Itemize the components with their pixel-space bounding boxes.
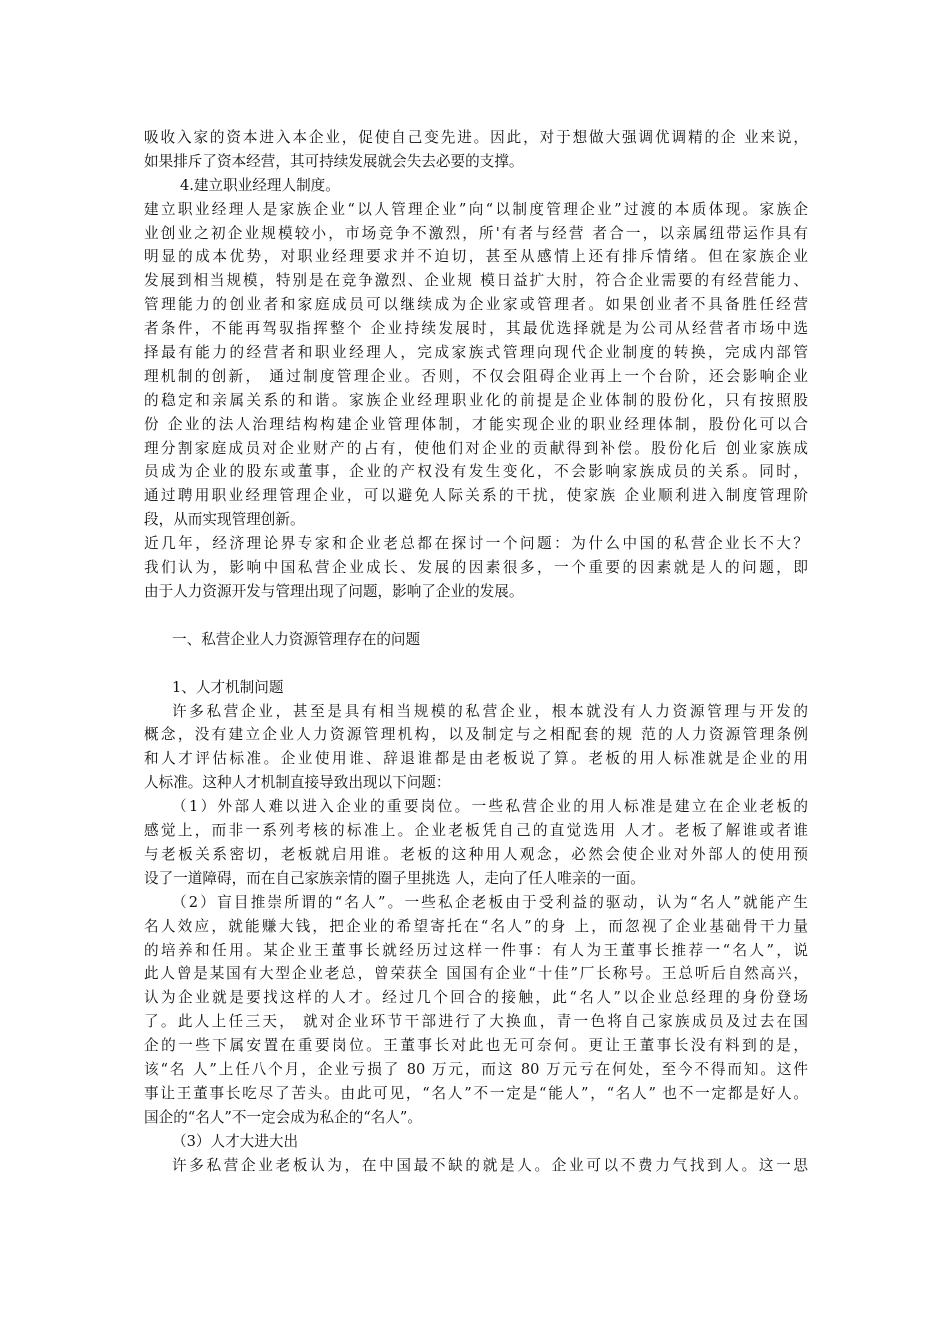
text-line: 事让王董事长吃尽了苦头。由此可见，“名人”不一定是“能人”，“名人” 也不一定都是好人。 [144,1084,808,1102]
text-line: 份 企业的法人治理结构构建企业管理体制，才能实现企业的职业经理体制，股份化可以合 [144,415,808,433]
text-line: 理分割家庭成员对企业财产的占有，使他们对企业的贡献得到补偿。股份化后 创业家族成 [144,439,808,457]
text-line: （2）盲目推崇所谓的“名人”。一些私企老板由于受利益的驱动，认为“名人”就能产生 [172,893,808,911]
text-line: 感觉上，而非一系列考核的标准上。企业老板凭自己的直觉选用 人才。老板了解谁或者谁 [144,822,808,840]
text-line: 概念，没有建立企业人力资源管理机构，以及制定与之相配套的规 范的人力资源管理条例 [144,726,808,744]
text-line: 发展到相当规模，特别是在竞争激烈、企业规 模日益扩大肘，符合企业需要的有经营能力、 [144,272,808,290]
text-line: 建立职业经理人是家族企业“以人管理企业”向“以制度管理企业”过渡的本质体现。家族企 [144,200,808,218]
text-line: 员成为企业的股东或董事，企业的产权没有发生变化，不会影响家族成员的关系。同时， [144,463,808,481]
text-line: 了。此人上任三天， 就对企业环节干部进行了大换血，青一色将自己家族成员及过去在国 [144,1013,808,1031]
text-line: 明显的成本优势，对职业经理要求并不迫切，甚至从感情上还有排斥情绪。但在家族企业 [144,248,808,266]
text-line: 者条件，不能再驾驭指挥整个 企业持续发展时，其最优选择就是为公司从经营者市场中选 [144,320,808,338]
text-line: 和人才评估标准。企业使用谁、辞退谁都是由老板说了算。老板的用人标准就是企业的用 [144,750,808,768]
text-line: 由于人力资源开发与管理出现了问题，影响了企业的发展。 [144,582,524,600]
text-line: 该“名 人”上任八个月，企业亏损了 80 万元，而这 80 万元亏在何处，至今不得而知。这件 [144,1060,808,1078]
text-line: 我们认为，影响中国私营企业成长、发展的因素很多，一个重要的因素就是人的问题，即 [144,559,808,577]
text-line: 通过聘用职业经理管理企业，可以避免人际关系的干扰，使家族 企业顺利进入制度管理阶 [144,487,808,505]
text-line: 设了一道障碍，而在自己家族亲情的圈子里挑选 人，走向了任人唯亲的一面。 [144,869,645,887]
text-line: 理机制的创新， 通过制度管理企业。否则，不仅会阻碍企业再上一个台阶，还会影响企业 [144,367,808,385]
text-line: 管理能力的创业者和家庭成员可以继续成为企业家或管理者。如果创业者不具备胜任经营 [144,296,808,314]
text-line: 与老板关系密切，老板就启用谁。老板的这种用人观念，必然会使企业对外部人的使用预 [144,845,808,863]
text-line: 人标准。这种人才机制直接导致出现以下问题： [144,774,451,792]
text-line: 国企的“名人”不一定会成为私企的“名人”。 [144,1108,422,1126]
blank-line [144,652,808,676]
text-line: （1）外部人难以进入企业的重要岗位。一些私营企业的用人标准是建立在企业老板的 [172,798,808,816]
text-line: 认为企业就是要找这样的人才。经过几个回合的接触，此“名人”以企业总经理的身份登场 [144,989,808,1007]
text-line: 此人曾是某国有大型企业老总，曾荣获全 国国有企业“十佳”厂长称号。王总听后自然高兴， [144,965,808,983]
chapter-heading: 一、私营企业人力资源管理存在的问题 [172,630,421,648]
text-line: 的培养和任用。某企业王董事长就经历过这样一件事：有人为王董事长推荐一“名人”，说 [144,941,808,959]
text-line: 业创业之初企业规模较小，市场竞争不激烈，所'有者与经营 者合一，以亲属纽带运作具有 [144,224,808,242]
subsection-heading: （3）人才大进大出 [172,1132,299,1150]
document-body [144,126,808,1177]
text-line: 如果排斥了资本经营，其可持续发展就会失去必要的支撑。 [144,152,524,170]
text-line: 吸收入家的资本进入本企业，促使自己变先进。因此，对于想做大强调优调精的企 业来说， [144,129,808,146]
text-line: 的稳定和亲属关系的和谐。家族企业经理职业化的前提是企业体制的股份化，只有按照股 [144,391,808,409]
text-line: 许多私营企业，甚至是具有相当规模的私营企业，根本就没有人力资源管理与开发的 [172,702,808,720]
section-heading: 4.建立职业经理人制度。 [180,176,340,194]
text-line: 择最有能力的经营者和职业经理人，完成家族式管理向现代企业制度的转换，完成内部管 [144,344,808,362]
text-line: 名人效应，就能赚大钱，把企业的希望寄托在“名人”的身 上，而忽视了企业基础骨干力量 [144,917,808,935]
subsection-heading: 1、人才机制问题 [172,678,284,696]
text-line: 企的一些下属安置在重要岗位。王董事长对此也无可奈何。更让王董事长没有料到的是， [144,1037,808,1055]
text-line: 近几年，经济理论界专家和企业老总都在探讨一个问题：为什么中国的私营企业长不大？ [144,535,808,553]
text-line: 许多私营企业老板认为，在中国最不缺的就是人。企业可以不费力气找到人。这一思 [172,1156,808,1174]
text-line: 段，从而实现管理创新。 [144,511,305,529]
blank-line [144,604,808,628]
